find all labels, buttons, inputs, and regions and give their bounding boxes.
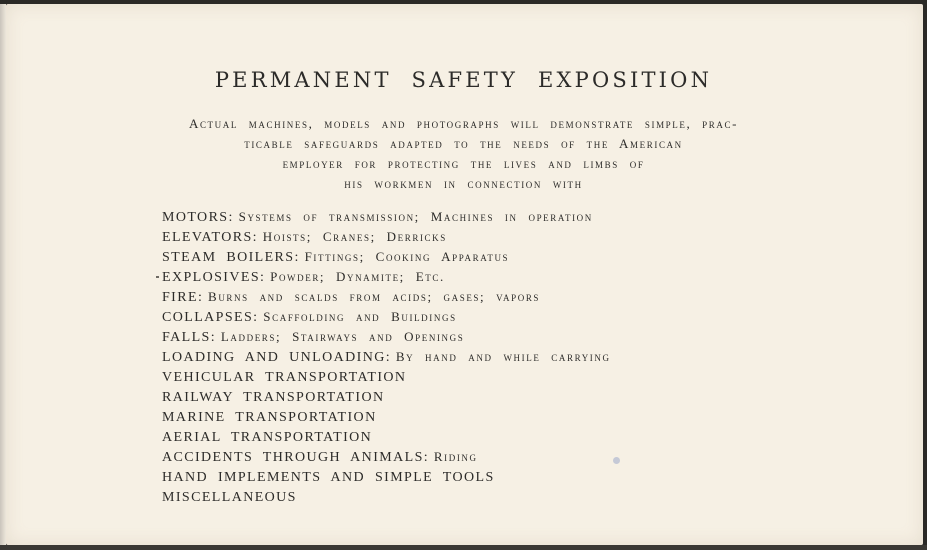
item-category: MARINE TRANSPORTATION <box>162 410 377 425</box>
item-category: EXPLOSIVES: <box>162 270 266 285</box>
item-category: ACCIDENTS THROUGH ANIMALS: <box>162 450 430 465</box>
item-category: FIRE: <box>162 290 204 305</box>
intro-line: employer for protecting the lives and limbs of <box>282 156 645 171</box>
list-item <box>162 207 862 227</box>
list-item <box>162 367 862 387</box>
item-category: MOTORS: <box>162 210 234 225</box>
intro-line: ticable safeguards adapted to the needs of the American <box>244 136 683 151</box>
item-category: ELEVATORS: <box>162 230 258 245</box>
item-category: HAND IMPLEMENTS AND SIMPLE TOOLS <box>162 470 495 485</box>
list-item <box>162 247 862 267</box>
item-category: AERIAL TRANSPORTATION <box>162 430 373 445</box>
list-item <box>162 447 862 467</box>
list-item <box>162 287 862 307</box>
list-item <box>162 307 862 327</box>
item-detail: Systems of transmission; Machines in operation <box>238 209 593 224</box>
item-detail: Hoists; Cranes; Derricks <box>262 229 447 244</box>
list-item <box>162 407 862 427</box>
ink-mark <box>156 276 159 278</box>
list-item <box>162 327 862 347</box>
item-category: MISCELLANEOUS <box>162 490 297 505</box>
item-category: STEAM BOILERS: <box>162 250 300 265</box>
item-detail: Riding <box>433 449 478 464</box>
item-category: VEHICULAR TRANSPORTATION <box>162 370 407 385</box>
item-detail: Burns and scalds from acids; gases; vapors <box>208 289 541 304</box>
list-item <box>162 347 862 367</box>
list-item <box>162 467 862 487</box>
intro-paragraph <box>60 114 867 194</box>
safety-topic-list <box>162 207 862 507</box>
item-detail: Fittings; Cooking Apparatus <box>304 249 510 264</box>
item-category: COLLAPSES: <box>162 310 259 325</box>
item-category: LOADING AND UNLOADING: <box>162 350 392 365</box>
ink-blot <box>613 457 620 464</box>
document-title: PERMANENT SAFETY EXPOSITION <box>214 68 713 92</box>
list-item <box>162 387 862 407</box>
item-category: FALLS: <box>162 330 217 345</box>
list-item <box>162 487 862 507</box>
item-category: RAILWAY TRANSPORTATION <box>162 390 385 405</box>
item-detail: By hand and while carrying <box>395 349 611 364</box>
intro-line: his workmen in connection with <box>344 176 583 191</box>
page-bottom-edge <box>0 545 927 550</box>
intro-line: Actual machines, models and photographs will demonstrate simple, prac- <box>188 116 739 131</box>
list-item <box>162 427 862 447</box>
item-detail: Scaffolding and Buildings <box>263 309 457 324</box>
item-detail: Powder; Dynamite; Etc. <box>270 269 445 284</box>
item-detail: Ladders; Stairways and Openings <box>220 329 465 344</box>
list-item <box>162 227 862 247</box>
list-item <box>162 267 862 287</box>
